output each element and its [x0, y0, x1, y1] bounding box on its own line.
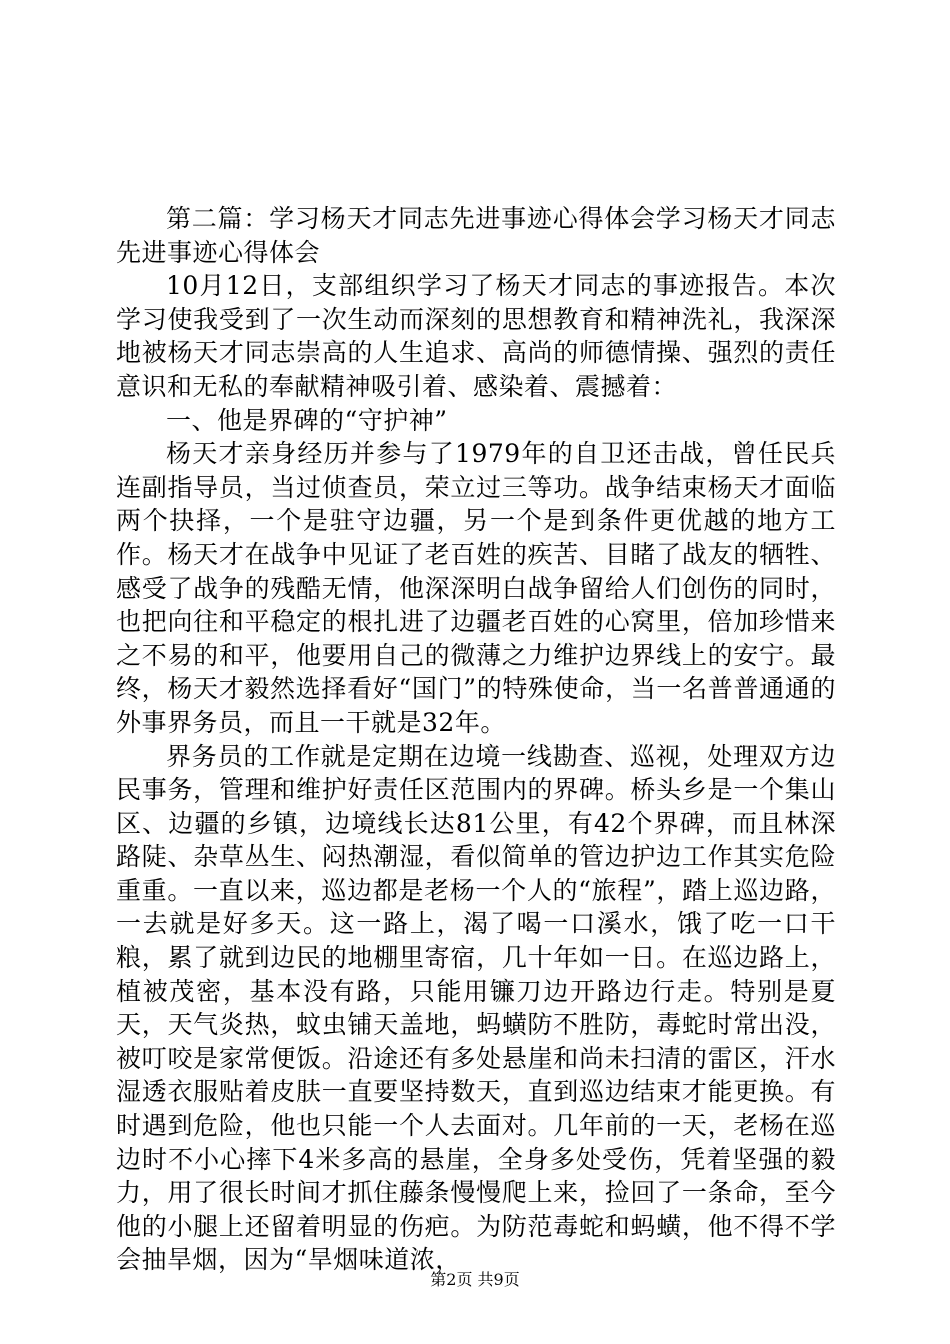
- page-number: 第2页 共9页: [430, 1270, 520, 1289]
- section-title: 第二篇：学习杨天才同志先进事迹心得体会学习杨天才同志先进事迹心得体会: [116, 204, 836, 267]
- body-paragraph: 杨天才亲身经历并参与了1979年的自卫还击战，曾任民兵连副指导员，当过侦查员，荣立过三等功。战争结束杨天才面临两个抉择，一个是驻守边疆，另一个是到条件更优越的地方工作。杨天才在战争中见证了老百姓的疾苦、目睹了战友的牺牲、感受了战争的残酷无情，他深深明白战争留给人们创伤的同时，也把向往和平稳定的根扎进了边疆老百姓的心窝里，倍加珍惜来之不易的和平，他要用自己的微薄之力维护边界线上的安宁。最终，杨天才毅然选择看好“国门”的特殊使命，当一名普普通通的外事界务员，而且一干就是32年。: [116, 439, 836, 737]
- body-paragraph: 界务员的工作就是定期在边境一线勘查、巡视，处理双方边民事务，管理和维护好责任区范围内的界碑。桥头乡是一个集山区、边疆的乡镇，边境线长达81公里，有42个界碑，而且林深路陡、杂草丛生、闷热潮湿，看似简单的管边护边工作其实危险重重。一直以来，巡边都是老杨一个人的“旅程”，踏上巡边路，一去就是好多天。这一路上，渴了喝一口溪水，饿了吃一口干粮，累了就到边民的地棚里寄宿，几十年如一日。在巡边路上，植被茂密，基本没有路，只能用镰刀边开路边行走。特别是夏天，天气炎热，蚊虫铺天盖地，蚂蟥防不胜防，毒蛇时常出没，被叮咬是家常便饭。沿途还有多处悬崖和尚未扫清的雷区，汗水湿透衣服贴着皮肤一直要坚持数天，直到巡边结束才能更换。有时遇到危险，他也只能一个人去面对。几年前的一天，老杨在巡边时不小心摔下4米多高的悬崖，全身多处受伤，凭着坚强的毅力，用了很长时间才抓住藤条慢慢爬上来，捡回了一条命，至今他的小腿上还留着明显的伤疤。为防范毒蛇和蚂蟥，他不得不学会抽旱烟，因为“旱烟味道浓，: [116, 741, 836, 1275]
- section-heading: 一、他是界碑的“守护神”: [166, 405, 448, 435]
- document-body: [116, 202, 836, 1277]
- intro-paragraph: 10月12日，支部组织学习了杨天才同志的事迹报告。本次学习使我受到了一次生动而深刻的思想教育和精神洗礼，我深深地被杨天才同志崇高的人生追求、高尚的师德情操、强烈的责任意识和无私的奉献精神吸引着、感染着、震撼着：: [116, 271, 836, 401]
